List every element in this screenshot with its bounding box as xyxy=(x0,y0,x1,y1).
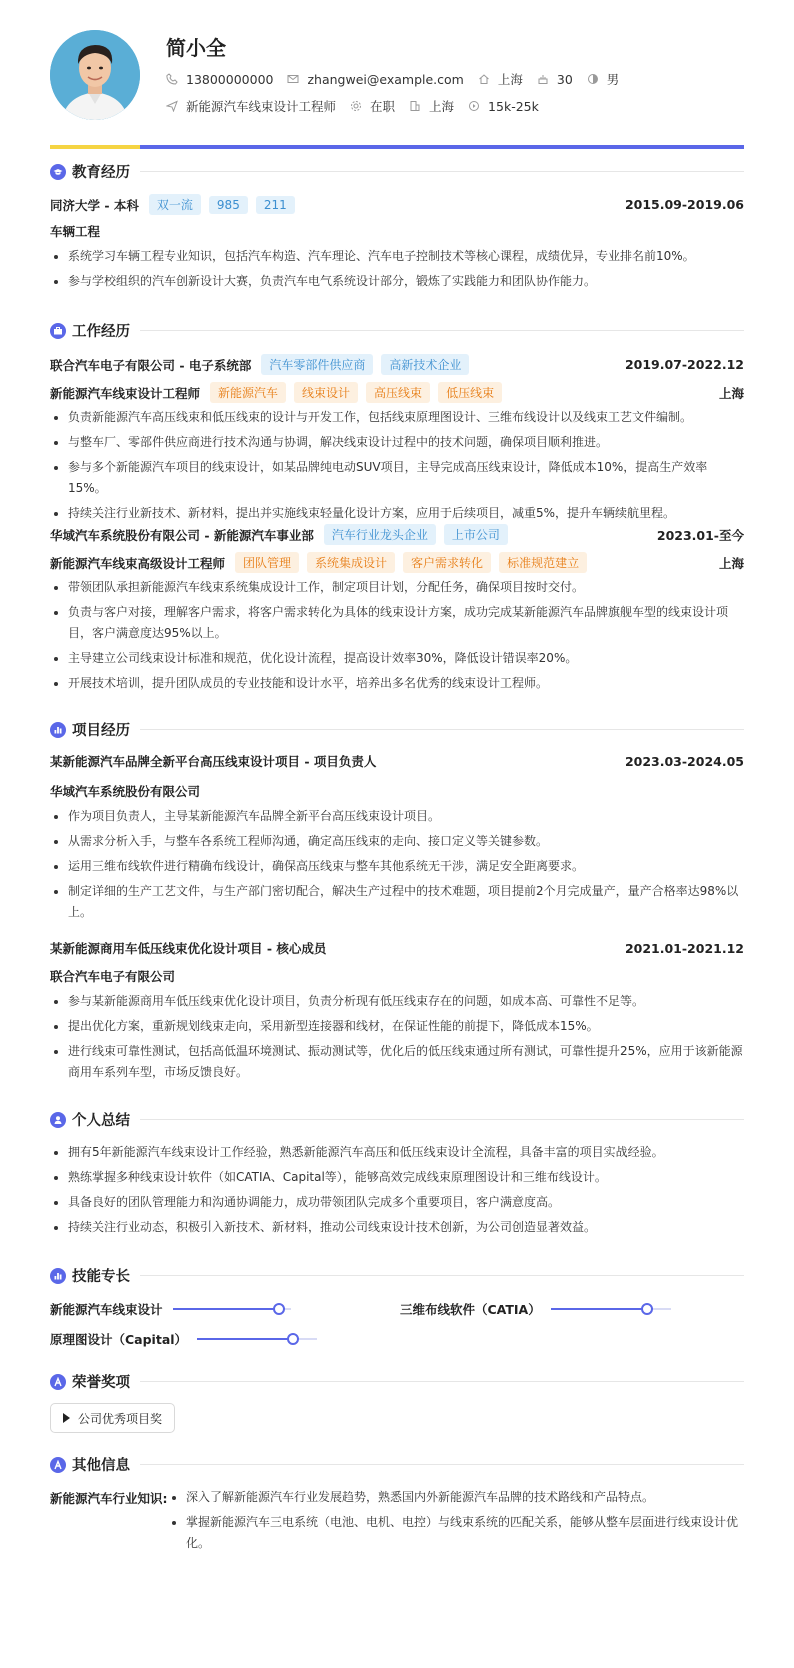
list-item: 系统学习车辆工程专业知识，包括汽车构造、汽车理论、汽车电子控制技术等核心课程，成绩优异，专业排名前10%。 xyxy=(50,246,744,267)
work-title: 工作经历 xyxy=(72,324,130,340)
list-item: 参与某新能源商用车低压线束优化设计项目，负责分析现有低压线束存在的问题，如成本高、可靠性不足等。 xyxy=(50,991,744,1012)
age-item xyxy=(537,72,573,87)
mail-icon xyxy=(287,73,299,85)
list-item: 拥有5年新能源汽车线束设计工作经验，熟悉新能源汽车高压和低压线束设计全流程，具备丰富的项目实战经验。 xyxy=(50,1142,744,1163)
projects-section-header xyxy=(50,719,744,740)
other-section-header xyxy=(50,1454,744,1475)
age-text: 30 xyxy=(556,71,573,87)
education-title: 教育经历 xyxy=(72,165,130,181)
contact-row xyxy=(166,70,633,88)
award-item xyxy=(50,1403,175,1433)
job-role-row xyxy=(50,382,744,403)
list-item: 从需求分析入手，与整车各系统工程师沟通，确定高压线束的走向、接口定义等关键参数。 xyxy=(50,831,744,852)
target-position-text: 新能源汽车线束设计工程师 xyxy=(186,99,337,114)
profile-header xyxy=(50,30,744,142)
skills-title: 技能专长 xyxy=(72,1269,130,1285)
other-bullets xyxy=(162,1487,744,1558)
list-item: 主导建立公司线束设计标准和规范，优化设计流程，提高设计效率30%，降低设计错误率20%。 xyxy=(50,648,744,669)
gender-text: 男 xyxy=(606,72,620,87)
job-bullets xyxy=(50,577,744,698)
skill-level-bar xyxy=(551,1308,671,1310)
phone-text: 13800000000 xyxy=(186,71,274,87)
email-item xyxy=(287,72,463,87)
email-text: zhangwei@example.com xyxy=(307,71,464,87)
list-item: 熟练掌握多种线束设计软件（如CATIA、Capital等），能够高效完成线束原理图设计和三维布线设计。 xyxy=(50,1167,744,1188)
list-item: 作为项目负责人，主导某新能源汽车品牌全新平台高压线束设计项目。 xyxy=(50,806,744,827)
target-city-item xyxy=(409,97,454,115)
role-tag: 标准规范建立 xyxy=(499,552,587,573)
list-item: 参与学校组织的汽车创新设计大赛，负责汽车电气系统设计部分，锻炼了实践能力和团队协作能力。 xyxy=(50,271,744,292)
education-period: 2015.09-2019.06 xyxy=(624,197,744,212)
user-icon xyxy=(50,1112,66,1128)
job-period: 2023.01-至今 xyxy=(656,527,744,543)
info-icon xyxy=(50,1457,66,1473)
skill-level-knob xyxy=(641,1303,653,1315)
skill-level-knob xyxy=(287,1333,299,1345)
role-tag: 线束设计 xyxy=(294,382,358,403)
company-name: 联合汽车电子有限公司 - 电子系统部 xyxy=(50,357,252,373)
company-tag: 高新技术企业 xyxy=(381,354,469,375)
building-icon xyxy=(409,100,421,112)
graduation-cap-icon xyxy=(50,164,66,180)
project-period: 2021.01-2021.12 xyxy=(624,940,744,956)
play-icon xyxy=(63,1413,70,1423)
job-city: 上海 xyxy=(718,555,744,571)
coin-icon xyxy=(468,100,480,112)
award-icon xyxy=(50,1374,66,1390)
home-icon xyxy=(478,73,490,85)
skill-item xyxy=(400,1300,671,1318)
skill-name: 三维布线软件（CATIA） xyxy=(400,1302,541,1317)
project-header-row xyxy=(50,939,744,957)
target-city-text: 上海 xyxy=(429,99,455,114)
work-section-header xyxy=(50,320,744,341)
summary-title: 个人总结 xyxy=(72,1113,130,1129)
job-period: 2019.07-2022.12 xyxy=(624,357,744,372)
list-item: 提出优化方案，重新规划线束走向，采用新型连接器和线材，在保证性能的前提下，降低成本15%。 xyxy=(50,1016,744,1037)
salary-text: 15k-25k xyxy=(488,98,539,114)
project-bullets xyxy=(50,991,744,1087)
list-item: 具备良好的团队管理能力和沟通协调能力，成功带领团队完成多个重要项目，客户满意度高。 xyxy=(50,1192,744,1213)
skill-item xyxy=(50,1330,317,1348)
project-period: 2023.03-2024.05 xyxy=(624,753,744,769)
avatar xyxy=(50,30,140,120)
skill-level-knob xyxy=(273,1303,285,1315)
other-label: 新能源汽车行业知识: xyxy=(50,1491,168,1506)
list-item: 与整车厂、零部件供应商进行技术沟通与协调，解决线束设计过程中的技术问题，确保项目顺利推进。 xyxy=(50,432,744,453)
skill-name: 新能源汽车线束设计 xyxy=(50,1302,163,1317)
bar-chart-icon xyxy=(50,722,66,738)
summary-bullets xyxy=(50,1142,744,1242)
project-name: 某新能源商用车低压线束优化设计项目 - 核心成员 xyxy=(50,941,327,956)
hometown-text: 上海 xyxy=(497,72,523,87)
job-role-row xyxy=(50,552,744,573)
role-tag: 客户需求转化 xyxy=(403,552,491,573)
project-name: 某新能源汽车品牌全新平台高压线束设计项目 - 项目负责人 xyxy=(50,754,377,769)
list-item: 负责与客户对接，理解客户需求，将客户需求转化为具体的线束设计方案，成功完成某新能源汽车品牌旗舰车型的线束设计项目，客户满意度达95%以上。 xyxy=(50,602,744,644)
award-name: 公司优秀项目奖 xyxy=(78,1411,163,1426)
school-tag: 双一流 xyxy=(149,194,201,215)
skill-name: 原理图设计（Capital） xyxy=(50,1332,188,1347)
role-tag: 系统集成设计 xyxy=(307,552,395,573)
phone-icon xyxy=(166,73,178,85)
list-item: 运用三维布线软件进行精确布线设计，确保高压线束与整车其他系统无干涉，满足安全距离要求。 xyxy=(50,856,744,877)
list-item: 负责新能源汽车高压线束和低压线束的设计与开发工作，包括线束原理图设计、三维布线设计以及线束工艺文件编制。 xyxy=(50,407,744,428)
cake-icon xyxy=(537,73,549,85)
job-company-row xyxy=(50,354,744,375)
list-item: 带领团队承担新能源汽车线束系统集成设计工作，制定项目计划，分配任务，确保项目按时交付。 xyxy=(50,577,744,598)
education-school-row xyxy=(50,194,744,215)
project-org: 联合汽车电子有限公司 xyxy=(50,969,176,984)
other-title: 其他信息 xyxy=(72,1458,130,1474)
briefcase-icon xyxy=(50,323,66,339)
gender-icon xyxy=(587,73,599,85)
status-text: 在职 xyxy=(370,99,396,114)
company-tag: 上市公司 xyxy=(444,524,508,545)
project-bullets xyxy=(50,806,744,927)
list-item: 深入了解新能源汽车行业发展趋势，熟悉国内外新能源汽车品牌的技术路线和产品特点。 xyxy=(162,1487,744,1508)
school-tag: 985 xyxy=(209,196,248,214)
skill-item xyxy=(50,1300,291,1318)
project-header-row xyxy=(50,752,744,770)
bar-chart-icon xyxy=(50,1268,66,1284)
school-tag: 211 xyxy=(256,196,295,214)
role-tag: 高压线束 xyxy=(366,382,430,403)
role-tag: 低压线束 xyxy=(438,382,502,403)
target-position-item xyxy=(166,97,336,115)
status-item xyxy=(350,97,395,115)
list-item: 掌握新能源汽车三电系统（电池、电机、电控）与线束系统的匹配关系，能够从整车层面进行线束设计优化。 xyxy=(162,1512,744,1554)
job-company-row xyxy=(50,524,744,545)
list-item: 持续关注行业动态，积极引入新技术、新材料，推动公司线束设计技术创新，为公司创造显著效益。 xyxy=(50,1217,744,1238)
education-bullets xyxy=(50,246,744,296)
list-item: 持续关注行业新技术、新材料，提出并实施线束轻量化设计方案，应用于后续项目，减重5%，提升车辆续航里程。 xyxy=(50,503,744,524)
list-item: 制定详细的生产工艺文件，与生产部门密切配合，解决生产过程中的技术难题，项目提前2个月完成量产，量产合格率达98%以上。 xyxy=(50,881,744,923)
job-role: 新能源汽车线束设计工程师 xyxy=(50,385,201,401)
school-name: 同济大学 - 本科 xyxy=(50,197,139,213)
list-item: 参与多个新能源汽车项目的线束设计，如某品牌纯电动SUV项目，主导完成高压线束设计，降低成本10%，提高生产效率15%。 xyxy=(50,457,744,499)
summary-section-header xyxy=(50,1109,744,1130)
settings-icon xyxy=(350,100,362,112)
gender-item xyxy=(587,70,620,88)
job-role: 新能源汽车线束高级设计工程师 xyxy=(50,555,226,571)
job-city: 上海 xyxy=(718,385,744,401)
header-accent-bar xyxy=(50,145,744,149)
company-tag: 汽车零部件供应商 xyxy=(261,354,373,375)
company-tag: 汽车行业龙头企业 xyxy=(324,524,436,545)
skills-section-header xyxy=(50,1265,744,1286)
intent-row xyxy=(166,97,553,115)
skill-level-bar xyxy=(173,1308,291,1310)
phone-item xyxy=(166,72,273,87)
salary-item xyxy=(468,99,539,114)
projects-title: 项目经历 xyxy=(72,723,130,739)
skill-level-bar xyxy=(197,1338,317,1340)
avatar-portrait xyxy=(50,30,140,120)
education-section-header xyxy=(50,161,744,182)
role-tag: 新能源汽车 xyxy=(210,382,286,403)
awards-title: 荣誉奖项 xyxy=(72,1375,130,1391)
role-tag: 团队管理 xyxy=(235,552,299,573)
hometown-item xyxy=(478,70,523,88)
project-org: 华域汽车系统股份有限公司 xyxy=(50,784,201,799)
company-name: 华域汽车系统股份有限公司 - 新能源汽车事业部 xyxy=(50,527,314,543)
send-icon xyxy=(166,100,178,112)
job-bullets xyxy=(50,407,744,528)
candidate-name: 简小全 xyxy=(166,36,226,60)
awards-section-header xyxy=(50,1371,744,1392)
list-item: 进行线束可靠性测试，包括高低温环境测试、振动测试等，优化后的低压线束通过所有测试，可靠性提升25%，应用于该新能源商用车系列车型，市场反馈良好。 xyxy=(50,1041,744,1083)
list-item: 开展技术培训，提升团队成员的专业技能和设计水平，培养出多名优秀的线束设计工程师。 xyxy=(50,673,744,694)
major-name: 车辆工程 xyxy=(50,224,101,239)
